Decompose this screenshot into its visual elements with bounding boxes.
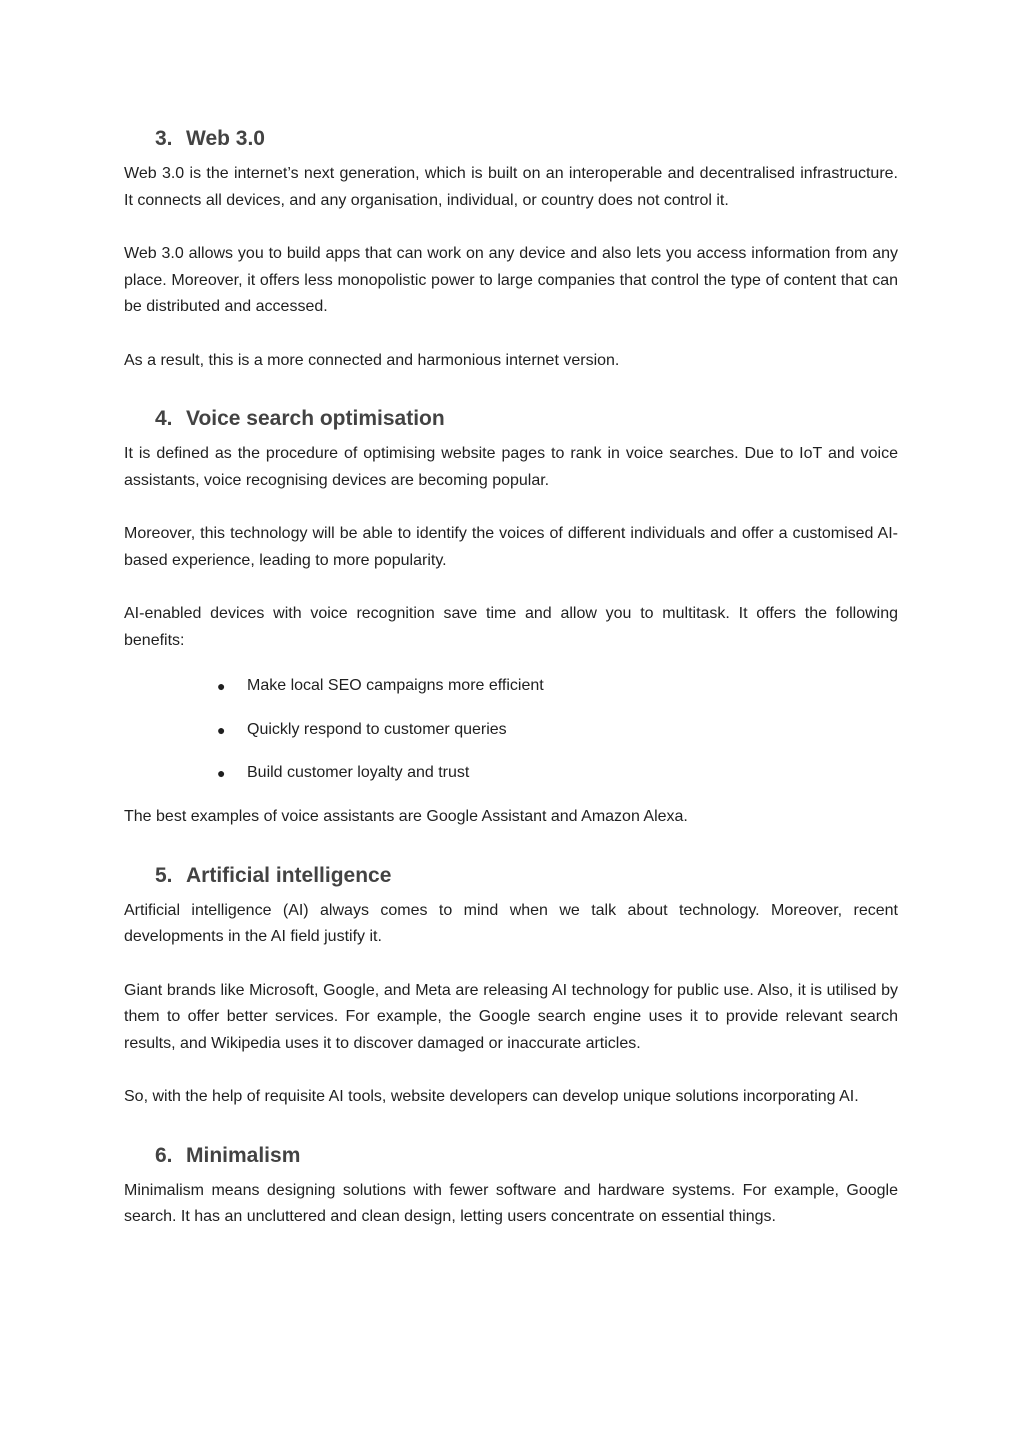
section-web3 — [124, 124, 898, 374]
paragraph: Web 3.0 is the internet’s next generation, which is built on an interoperable and decentralised infrastructure. It connects all devices, and any organisation, individual, or country does not control it. — [124, 165, 898, 209]
section-number: 4. — [155, 407, 173, 430]
paragraph: The best examples of voice assistants are Google Assistant and Amazon Alexa. — [124, 808, 688, 825]
bullet-icon: ● — [217, 678, 226, 694]
list-item — [217, 760, 898, 786]
benefits-list — [124, 673, 898, 786]
document-page — [124, 124, 898, 1231]
section-number: 3. — [155, 127, 173, 150]
list-item — [217, 717, 898, 743]
bullet-icon: ● — [217, 721, 226, 738]
paragraph: Web 3.0 allows you to build apps that can work on any device and also lets you access information from any place. Moreover, it offers less monopolistic power to large companies that control the type of content that can be distributed and accessed. — [124, 245, 898, 315]
bullet-icon: ● — [217, 765, 226, 781]
section-title: Minimalism — [186, 1143, 301, 1167]
paragraph: It is defined as the procedure of optimising website pages to rank in voice searches. Due to IoT and voice assistants, voice recognising devices are becoming popular. — [124, 445, 898, 489]
section-heading — [155, 124, 898, 154]
paragraph: As a result, this is a more connected and harmonious internet version. — [124, 351, 620, 369]
paragraph: Moreover, this technology will be able to identify the voices of different individuals and offer a customised AI-based experience, leading to more popularity. — [124, 525, 898, 569]
list-item-text: Quickly respond to customer queries — [247, 720, 507, 738]
section-minimalism — [124, 1141, 898, 1231]
section-voice-search — [124, 404, 898, 831]
paragraph: Artificial intelligence (AI) always comes to mind when we talk about technology. Moreover, recent developments in the AI field justify it. — [124, 901, 898, 945]
paragraph: AI-enabled devices with voice recognition save time and allow you to multitask. It offers the following benefits: — [124, 605, 898, 649]
section-heading — [155, 1141, 898, 1171]
paragraph: Minimalism means designing solutions with fewer software and hardware systems. For example, Google search. It has an uncluttered and clean design, letting users concentrate on essential things. — [124, 1181, 898, 1225]
section-heading — [155, 404, 898, 434]
section-number: 5. — [155, 863, 173, 887]
section-artificial-intelligence — [124, 861, 898, 1111]
section-title: Web 3.0 — [186, 127, 265, 150]
paragraph: So, with the help of requisite AI tools, website developers can develop unique solutions incorporating AI. — [124, 1088, 859, 1105]
section-heading — [155, 861, 898, 891]
section-title: Voice search optimisation — [186, 407, 445, 430]
paragraph: Giant brands like Microsoft, Google, and Meta are releasing AI technology for public use. Also, it is utilised by them to offer better services. For example, the Google search engine uses it to provide relevant search results, and Wikipedia uses it to discover damaged or inaccurate articles. — [124, 981, 898, 1052]
section-title: Artificial intelligence — [186, 863, 392, 887]
section-number: 6. — [155, 1143, 173, 1167]
list-item — [217, 673, 898, 699]
list-item-text: Make local SEO campaigns more efficient — [247, 677, 544, 694]
list-item-text: Build customer loyalty and trust — [247, 764, 470, 781]
